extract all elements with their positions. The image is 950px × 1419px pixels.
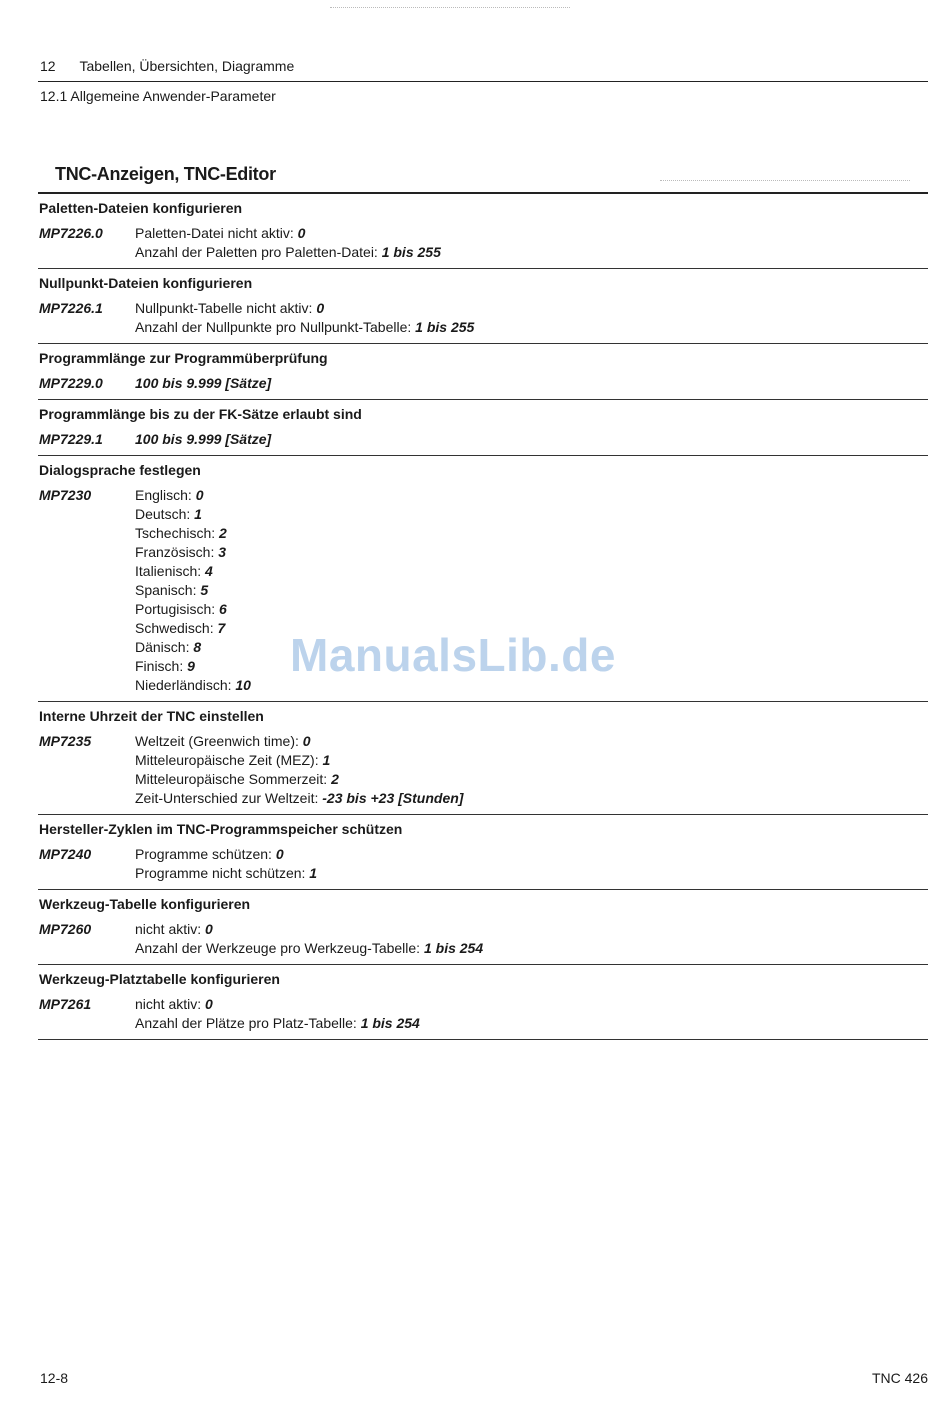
parameter-value-line	[135, 920, 928, 939]
value-setting: 4	[205, 563, 213, 579]
value-setting: 0	[195, 487, 204, 503]
parameter-value-line	[135, 845, 928, 864]
parameter-entry	[38, 430, 928, 449]
parameter-list	[38, 194, 928, 1040]
parameter-block	[38, 702, 928, 815]
value-description: Mitteleuropäische Sommerzeit:	[135, 771, 332, 787]
parameter-block-title: Paletten-Dateien konfigurieren	[39, 200, 243, 216]
parameter-entry	[38, 299, 928, 337]
value-description: Anzahl der Plätze pro Platz-Tabelle:	[135, 1015, 361, 1031]
value-setting: 8	[193, 639, 202, 655]
parameter-value-line	[135, 751, 928, 770]
value-description: Paletten-Datei nicht aktiv:	[135, 225, 298, 241]
value-description: nicht aktiv:	[135, 921, 206, 937]
value-setting: 1 bis 254	[423, 940, 484, 956]
value-setting: 1	[322, 752, 331, 768]
parameter-value-line	[135, 524, 928, 543]
value-setting: -23 bis +23 [Stunden]	[322, 790, 464, 806]
running-header-subsection: 12.1 Allgemeine Anwender-Parameter	[40, 88, 276, 104]
machine-parameter-id: MP7229.0	[39, 375, 103, 391]
parameter-value-line	[135, 299, 928, 318]
parameter-value-line	[135, 864, 928, 883]
parameter-value-line	[135, 770, 928, 789]
parameter-entry	[38, 224, 928, 262]
value-description: nicht aktiv:	[135, 996, 206, 1012]
value-setting: 9	[187, 658, 195, 674]
value-description: Deutsch:	[135, 506, 195, 522]
parameter-entry	[38, 920, 928, 958]
machine-parameter-id: MP7226.1	[39, 300, 103, 316]
value-setting: 1 bis 255	[415, 319, 475, 335]
chapter-title: Tabellen, Übersichten, Diagramme	[79, 58, 295, 74]
value-description: Niederländisch:	[135, 677, 236, 693]
parameter-block	[38, 194, 928, 269]
section-title: TNC-Anzeigen, TNC-Editor	[55, 164, 276, 184]
parameter-value-line	[135, 486, 928, 505]
parameter-values	[135, 374, 928, 393]
value-description: Schwedisch:	[135, 620, 218, 636]
value-description: Englisch:	[135, 487, 196, 503]
value-description: Weltzeit (Greenwich time):	[135, 733, 303, 749]
watermark: ManualsLib.de	[290, 629, 616, 681]
parameter-value-line	[135, 430, 928, 449]
parameter-value-line	[135, 581, 928, 600]
value-description: Anzahl der Nullpunkte pro Nullpunkt-Tabelle:	[135, 319, 416, 335]
parameter-value-line	[135, 374, 928, 393]
value-description: Dänisch:	[135, 639, 194, 655]
parameter-value-line	[135, 1014, 928, 1033]
parameter-block-title: Werkzeug-Platztabelle konfigurieren	[39, 971, 280, 987]
running-header-chapter	[40, 58, 294, 74]
value-setting: 0	[302, 733, 311, 749]
parameter-value-line	[135, 505, 928, 524]
value-setting: 100 bis 9.999 [Sätze]	[135, 375, 272, 391]
scan-artifact	[330, 7, 570, 8]
parameter-block-title: Programmlänge zur Programmüberprüfung	[39, 350, 328, 366]
value-setting: 2	[219, 525, 227, 541]
parameter-block	[38, 400, 928, 456]
parameter-values	[135, 995, 928, 1033]
value-description: Finisch:	[135, 658, 188, 674]
value-setting: 0	[275, 846, 284, 862]
parameter-value-line	[135, 543, 928, 562]
value-setting: 100 bis 9.999 [Sätze]	[135, 431, 272, 447]
machine-parameter-id: MP7229.1	[39, 431, 103, 447]
parameter-values	[135, 299, 928, 337]
parameter-values	[135, 430, 928, 449]
machine-parameter-id: MP7261	[39, 996, 92, 1012]
parameter-value-line	[135, 224, 928, 243]
value-setting: 1	[194, 506, 202, 522]
value-setting: 3	[218, 544, 227, 560]
parameter-block	[38, 890, 928, 965]
scan-artifact	[660, 180, 910, 181]
machine-parameter-id: MP7240	[39, 846, 92, 862]
parameter-entry	[38, 845, 928, 883]
value-description: Italienisch:	[135, 563, 206, 579]
value-setting: 2	[331, 771, 339, 787]
machine-parameter-id: MP7260	[39, 921, 92, 937]
chapter-number: 12	[40, 58, 56, 74]
machine-parameter-id: MP7235	[39, 733, 92, 749]
parameter-values	[135, 732, 928, 808]
value-setting: 0	[297, 225, 306, 241]
parameter-values	[135, 224, 928, 262]
parameter-block-title: Werkzeug-Tabelle konfigurieren	[39, 896, 251, 912]
value-description: Mitteleuropäische Zeit (MEZ):	[135, 752, 323, 768]
parameter-block	[38, 965, 928, 1040]
product-name: TNC 426	[871, 1370, 928, 1386]
value-setting: 1 bis 254	[360, 1015, 420, 1031]
parameter-block-title: Programmlänge bis zu der FK-Sätze erlaubt sind	[39, 406, 362, 422]
parameter-block-title: Nullpunkt-Dateien konfigurieren	[39, 275, 253, 291]
parameter-block	[38, 815, 928, 890]
parameter-values	[135, 845, 928, 883]
parameter-block-title: Interne Uhrzeit der TNC einstellen	[39, 708, 264, 724]
page-number: 12-8	[40, 1370, 69, 1386]
value-setting: 10	[235, 677, 251, 693]
parameter-value-line	[135, 995, 928, 1014]
parameter-block	[38, 269, 928, 344]
value-description: Anzahl der Werkzeuge pro Werkzeug-Tabelle:	[135, 940, 424, 956]
value-setting: 0	[205, 921, 213, 937]
parameter-block-title: Dialogsprache festlegen	[39, 462, 201, 478]
value-description: Nullpunkt-Tabelle nicht aktiv:	[135, 300, 317, 316]
parameter-values	[135, 920, 928, 958]
parameter-value-line	[135, 600, 928, 619]
value-setting: 0	[205, 996, 213, 1012]
value-description: Französisch:	[135, 544, 219, 560]
parameter-entry	[38, 732, 928, 808]
value-setting: 6	[219, 601, 227, 617]
value-description: Programme nicht schützen:	[135, 865, 310, 881]
parameter-value-line	[135, 318, 928, 337]
header-rule	[38, 81, 928, 82]
value-description: Anzahl der Paletten pro Paletten-Datei:	[135, 244, 382, 260]
value-setting: 5	[200, 582, 209, 598]
value-setting: 1 bis 255	[381, 244, 441, 260]
value-setting: 0	[316, 300, 325, 316]
parameter-block-title: Hersteller-Zyklen im TNC-Programmspeicher schützen	[39, 821, 403, 837]
parameter-entry	[38, 995, 928, 1033]
value-description: Programme schützen:	[135, 846, 276, 862]
parameter-value-line	[135, 732, 928, 751]
parameter-block	[38, 344, 928, 400]
machine-parameter-id: MP7226.0	[39, 225, 103, 241]
parameter-value-line	[135, 939, 928, 958]
value-setting: 7	[217, 620, 226, 636]
parameter-value-line	[135, 789, 928, 808]
value-description: Tschechisch:	[135, 525, 220, 541]
parameter-value-line	[135, 243, 928, 262]
parameter-entry	[38, 374, 928, 393]
parameter-value-line	[135, 562, 928, 581]
value-description: Portugisisch:	[135, 601, 220, 617]
machine-parameter-id: MP7230	[39, 487, 92, 503]
value-description: Zeit-Unterschied zur Weltzeit:	[135, 790, 323, 806]
value-setting: 1	[309, 865, 318, 881]
value-description: Spanisch:	[135, 582, 201, 598]
